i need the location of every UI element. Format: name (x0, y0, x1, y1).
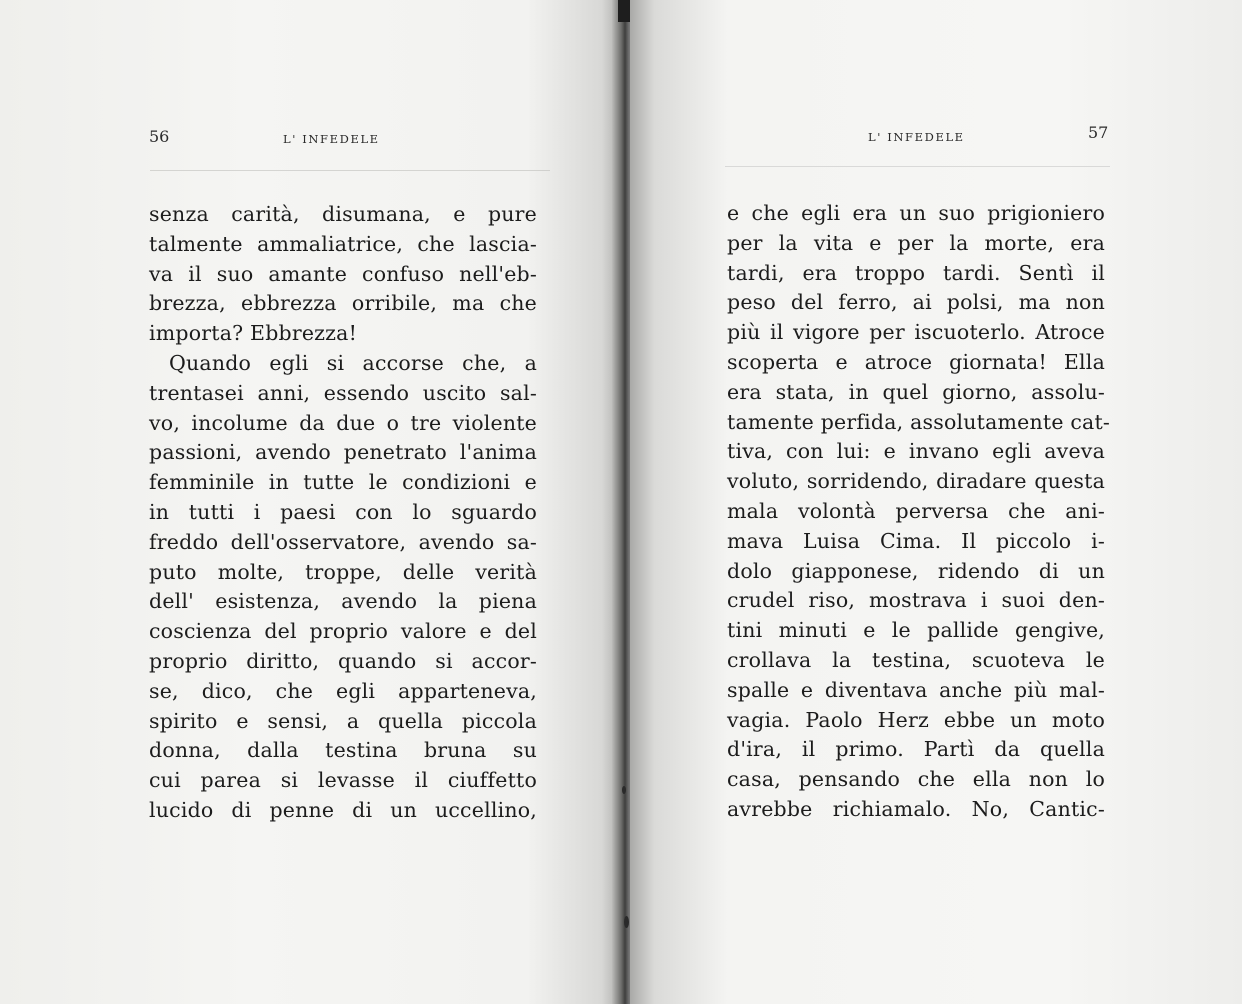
text-line: passioni, avendo penetrato l'anima (149, 440, 537, 465)
text-line: lucido di penne di un uccellino, (149, 797, 537, 822)
text-line: scoperta e atroce giornata! Ella (727, 349, 1105, 374)
text-line: mava Luisa Cima. Il piccolo i- (727, 528, 1105, 553)
text-line: brezza, ebbrezza orribile, ma che (149, 291, 537, 316)
text-line: tardi, era troppo tardi. Sentì il (727, 260, 1105, 285)
text-line: mala volontà perversa che ani- (727, 498, 1105, 523)
right-body-text (727, 199, 1111, 825)
text-line: d'ira, il primo. Partì da quella (727, 737, 1105, 762)
text-line: avrebbe richiamalo. No, Cantic- (727, 796, 1105, 821)
text-line: va il suo amante confuso nell'eb- (149, 261, 537, 286)
ink-speck (624, 916, 629, 928)
left-running-title: L' INFEDELE (283, 132, 380, 146)
text-line: peso del ferro, ai polsi, ma non (727, 290, 1105, 315)
text-line: in tutti i paesi con lo sguardo (149, 499, 537, 524)
text-line: dolo giapponese, ridendo di un (727, 558, 1105, 583)
text-line: tamente perfida, assolutamente cat- (727, 409, 1111, 434)
text-line: Quando egli si accorse che, a (169, 350, 537, 375)
left-page (0, 0, 620, 1004)
text-line: trentasei anni, essendo uscito sal- (149, 380, 537, 405)
text-line: spalle e diventava anche più mal- (727, 677, 1105, 702)
text-line: casa, pensando che ella non lo (727, 767, 1105, 792)
left-body-text (149, 200, 537, 826)
text-line: importa? Ebbrezza! (149, 321, 358, 346)
text-line: più il vigore per iscuoterlo. Atroce (727, 320, 1105, 345)
text-line: vagia. Paolo Herz ebbe un moto (727, 707, 1105, 732)
text-line: crollava la testina, scuoteva le (727, 647, 1105, 672)
text-line: talmente ammaliatrice, che lascia- (149, 231, 537, 256)
text-line: tiva, con lui: e invano egli aveva (727, 439, 1105, 464)
text-line: spirito e sensi, a quella piccola (149, 708, 537, 733)
text-line: vo, incolume da due o tre violente (149, 410, 537, 435)
text-line: coscienza del proprio valore e del (149, 619, 537, 644)
text-line: senza carità, disumana, e pure (149, 202, 537, 226)
text-line: cui parea si levasse il ciuffetto (149, 768, 537, 793)
text-line: per la vita e per la morte, era (727, 230, 1105, 255)
text-line: donna, dalla testina bruna su (149, 738, 537, 763)
text-line: freddo dell'osservatore, avendo sa- (149, 529, 537, 554)
left-page-number: 56 (149, 127, 170, 146)
text-line: e che egli era un suo prigioniero (727, 201, 1105, 225)
text-line: crudel riso, mostrava i suoi den- (727, 588, 1105, 613)
text-line: proprio diritto, quando si accor- (149, 648, 537, 673)
text-line: era stata, in quel giorno, assolu- (727, 379, 1105, 404)
right-header-rule (725, 166, 1110, 167)
text-line: dell' esistenza, avendo la piena (149, 589, 537, 614)
left-header-rule (150, 170, 550, 171)
right-running-title: L' INFEDELE (868, 130, 965, 144)
right-page (630, 0, 1242, 1004)
text-line: femminile in tutte le condizioni e (149, 470, 537, 495)
text-line: tini minuti e le pallide gengive, (727, 618, 1105, 643)
ink-speck (622, 786, 626, 794)
right-page-number: 57 (1088, 123, 1109, 142)
text-line: se, dico, che egli apparteneva, (149, 678, 537, 703)
text-line: voluto, sorridendo, diradare questa (727, 469, 1105, 494)
text-line: puto molte, troppe, delle verità (149, 559, 537, 584)
